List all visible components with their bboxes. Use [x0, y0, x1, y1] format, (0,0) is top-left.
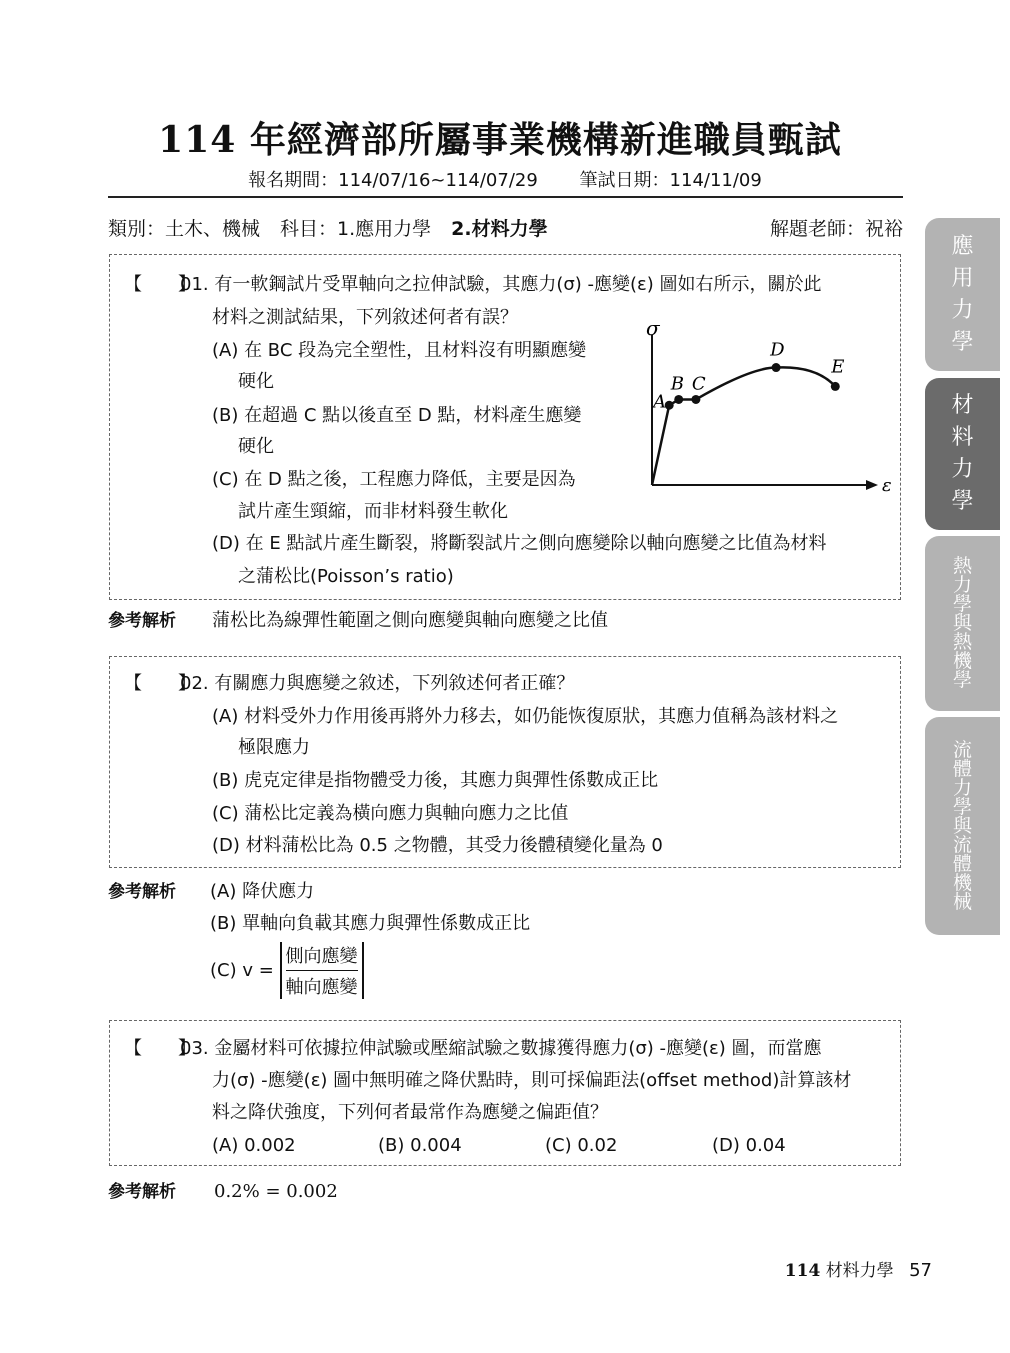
point-d [772, 363, 781, 372]
fraction-denominator: 軸向應變 [285, 977, 358, 998]
side-tab-char: 熱 [952, 631, 972, 653]
q3-stem-line2: 力(σ) -應變(ε) 圖中無明確之降伏點時，則可採偏距法(offset method)計算該材 [212, 1070, 852, 1091]
side-tab-char: 學 [952, 795, 972, 818]
point-label-c: C [691, 373, 706, 395]
exam-schedule [0, 166, 1010, 192]
side-tab-char: 體 [952, 852, 972, 875]
q1-answer-label: 參考解析 [108, 611, 176, 631]
q2-answer-c-prefix: (C) v = [210, 960, 274, 981]
answer-bracket-2: 【 】 [124, 673, 196, 694]
y-axis-label: σ [646, 316, 660, 340]
category: 類別：土木、機械 [108, 218, 261, 240]
q2-option-c: (C) 蒲松比定義為橫向應力與軸向應力之比值 [212, 803, 569, 824]
q2-option-a: (A) 材料受外力作用後再將外力移去，如仍能恢復原狀，其應力值稱為該材料之 [212, 706, 839, 727]
side-tab-char: 力 [951, 457, 974, 482]
point-label-d: D [770, 339, 785, 361]
side-tab-char: 學 [951, 489, 974, 514]
point-c [691, 395, 700, 404]
footer-label: 材料力學 [825, 1261, 894, 1281]
header-divider [108, 196, 903, 198]
fraction-numerator: 側向應變 [286, 942, 358, 971]
side-tab-char: 體 [952, 757, 972, 780]
page-number: 57 [909, 1260, 932, 1281]
teacher: 解題老師：祝裕 [769, 218, 903, 240]
side-tab-char: 學 [952, 669, 972, 691]
page-footer [785, 1256, 932, 1281]
q2-stem: 02. 有關應力與應變之敘述，下列敘述何者正確？ [180, 673, 575, 694]
answer-bracket-3: 【 】 [124, 1038, 196, 1059]
side-tab-char: 械 [952, 890, 972, 913]
poisson-fraction [280, 942, 364, 999]
side-tab-applied-mechanics[interactable] [925, 218, 1000, 371]
q3-stem-line3: 料之降伏強度，下列何者最常作為應變之偏距值？ [212, 1102, 608, 1123]
side-tab-char: 學 [951, 329, 974, 355]
point-e [831, 382, 840, 391]
side-tab-char: 用 [951, 265, 974, 291]
q1-option-b-cont: 硬化 [238, 436, 274, 457]
subject2: 2.材料力學 [451, 218, 548, 240]
q3-answer: 0.2% = 0.002 [214, 1181, 338, 1202]
q2-option-b: (B) 虎克定律是指物體受力後，其應力與彈性係數成正比 [212, 770, 659, 791]
side-tab-char: 學 [952, 593, 972, 615]
side-tab-char: 力 [952, 776, 972, 799]
q2-answer-b: (B) 單軸向負載其應力與彈性係數成正比 [210, 913, 531, 934]
q1-stem-line2: 材料之測試結果，下列敘述何者有誤？ [212, 307, 518, 328]
q2-answer-c [210, 942, 364, 999]
q2-answer-a: (A) 降伏應力 [210, 881, 315, 902]
point-label-a: A [653, 391, 667, 413]
side-tab-char: 與 [952, 612, 972, 634]
q1-option-a: (A) 在 BC 段為完全塑性，且材料沒有明顯應變 [212, 340, 587, 361]
q2-answer-label: 參考解析 [108, 882, 176, 902]
side-tab-char: 應 [951, 233, 974, 259]
side-tab-char: 力 [952, 574, 972, 596]
q1-option-c-cont: 試片產生頸縮，而非材料發生軟化 [238, 501, 508, 522]
side-tab-char: 力 [951, 297, 974, 323]
point-b [674, 395, 683, 404]
answer-bracket-1: 【 】 [124, 274, 196, 295]
footer-year: 114 [784, 1261, 821, 1281]
x-axis-label: ε [882, 475, 892, 496]
stress-strain-chart [630, 316, 892, 500]
q2-option-a-cont: 極限應力 [238, 737, 310, 758]
side-tab-char: 流 [952, 738, 972, 761]
exam-meta [108, 214, 548, 241]
page-title: 114 年經濟部所屬事業機構新進職員甄試 [158, 119, 842, 161]
side-tab-char: 熱 [952, 555, 972, 577]
side-tab-char: 材 [951, 393, 974, 418]
q2-option-d: (D) 材料蒲松比為 0.5 之物體，其受力後體積變化量為 0 [212, 835, 663, 856]
q3-option-b: (B) 0.004 [378, 1135, 462, 1156]
q1-option-d: (D) 在 E 點試片產生斷裂，將斷裂試片之側向應變除以軸向應變之比值為材料 [212, 533, 827, 554]
q1-option-d-cont: 之蒲松比(Poisson’s ratio) [238, 566, 454, 587]
q3-stem-line1: 03. 金屬材料可依據拉伸試驗或壓縮試驗之數據獲得應力(σ) -應變(ε) 圖，而當應 [180, 1038, 822, 1059]
q3-option-d: (D) 0.04 [712, 1135, 786, 1156]
q3-answer-label: 參考解析 [108, 1182, 176, 1202]
side-tab-char: 機 [952, 650, 972, 672]
side-tab-char: 流 [952, 833, 972, 856]
subject: 科目：1.應用力學 [280, 218, 432, 240]
side-tab-thermodynamics[interactable] [925, 536, 1000, 711]
side-tab-mechanics-of-materials[interactable] [925, 378, 1000, 530]
x-axis-arrow [866, 480, 878, 490]
point-label-b: B [670, 373, 684, 395]
exam-date: 筆試日期：114/11/09 [579, 170, 762, 191]
registration-period: 報名期間：114/07/16~114/07/29 [248, 170, 538, 191]
q3-option-c: (C) 0.02 [545, 1135, 618, 1156]
q3-option-a: (A) 0.002 [212, 1135, 296, 1156]
q1-stem-line1: 01. 有一軟鋼試片受單軸向之拉伸試驗，其應力(σ) -應變(ε) 圖如右所示，關於此 [180, 274, 822, 295]
q1-option-a-cont: 硬化 [238, 371, 274, 392]
side-tab-char: 與 [952, 814, 972, 837]
side-tab-fluid-mechanics[interactable] [925, 717, 1000, 935]
q1-option-b: (B) 在超過 C 點以後直至 D 點，材料產生應變 [212, 405, 582, 426]
point-label-e: E [831, 356, 845, 378]
side-tab-char: 料 [951, 425, 974, 450]
q1-option-c: (C) 在 D 點之後，工程應力降低，主要是因為 [212, 469, 576, 490]
q1-answer: 蒲松比為線彈性範圍之側向應變與軸向應變之比值 [212, 610, 608, 631]
side-tab-char: 機 [952, 871, 972, 894]
